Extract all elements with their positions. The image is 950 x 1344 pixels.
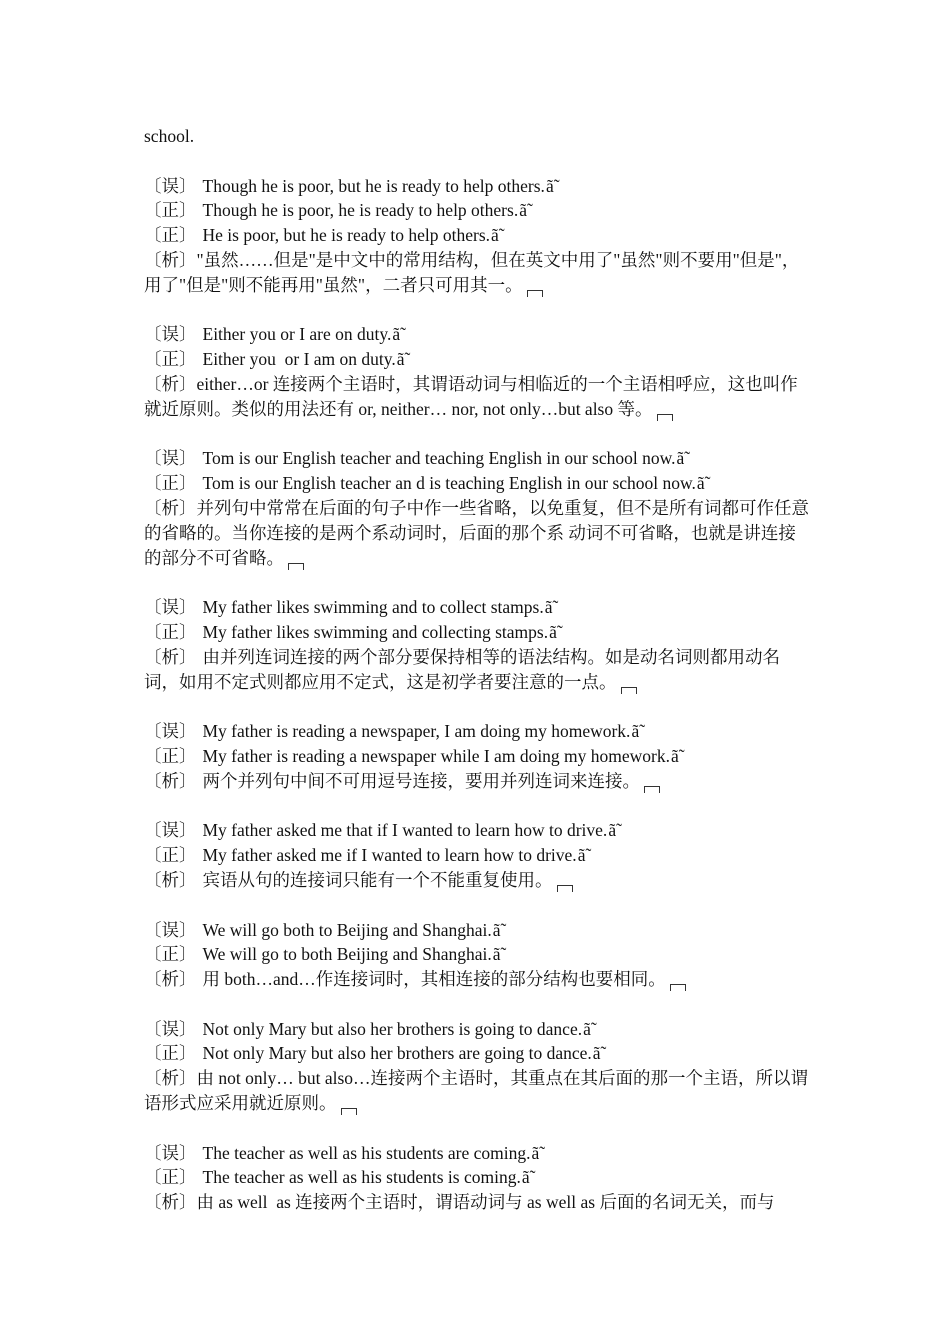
note-text: either…or 连接两个主语时，其谓语动词与相临近的一个主语相呼应，这也叫作就近原则。类似的用法还有 or, neither… nor, not only…but also 等。	[144, 373, 798, 419]
wrong-line	[144, 595, 809, 620]
note-paragraph	[144, 496, 809, 570]
wrong-label: 〔误〕	[144, 1018, 197, 1039]
entry	[144, 595, 809, 694]
right-line	[144, 942, 809, 967]
note-paragraph	[144, 1190, 809, 1215]
end-glyph: ã̃	[608, 820, 617, 841]
right-line	[144, 198, 809, 223]
note-label: 〔析〕	[144, 373, 197, 394]
right-sentence: My father is reading a newspaper while I am doing my homework.	[202, 745, 671, 766]
right-line	[144, 471, 809, 496]
right-line	[144, 620, 809, 645]
end-glyph: ã̃	[491, 225, 499, 246]
wrong-label: 〔误〕	[144, 820, 197, 841]
note-label: 〔析〕	[144, 770, 197, 791]
wrong-sentence: Not only Mary but also her brothers is going to dance.	[202, 1018, 583, 1039]
right-label: 〔正〕	[144, 200, 197, 221]
note-label: 〔析〕	[144, 1068, 197, 1089]
wrong-line	[144, 1141, 809, 1166]
end-glyph: ã̃	[696, 473, 705, 494]
wrong-label: 〔误〕	[144, 324, 197, 345]
note-paragraph	[144, 1066, 809, 1116]
wrong-line	[144, 174, 809, 199]
end-glyph: ã̃	[492, 919, 501, 940]
end-glyph: ã̃	[671, 745, 679, 766]
entry	[144, 818, 809, 892]
wrong-sentence: My father asked me that if I wanted to learn how to drive.	[202, 820, 608, 841]
note-paragraph	[144, 967, 809, 992]
wrong-sentence: Tom is our English teacher and teaching English in our school now.	[202, 448, 676, 469]
right-label: 〔正〕	[144, 473, 197, 494]
end-glyph: ã̃	[583, 1018, 591, 1039]
paragraph-mark-icon	[288, 563, 304, 570]
end-glyph: ã̃	[592, 1043, 601, 1064]
right-sentence: Tom is our English teacher an d is teaching English in our school now.	[202, 473, 696, 494]
note-text: 宾语从句的连接词只能有一个不能重复使用。	[202, 869, 553, 890]
lead-text: school.	[144, 126, 195, 146]
right-label: 〔正〕	[144, 745, 197, 766]
entry	[144, 719, 809, 793]
wrong-line	[144, 1017, 809, 1042]
paragraph-mark-icon	[341, 1108, 357, 1115]
note-label: 〔析〕	[144, 869, 197, 890]
right-line	[144, 347, 809, 372]
right-line	[144, 1041, 809, 1066]
right-sentence: Either you or I am on duty.	[202, 349, 396, 370]
wrong-line	[144, 818, 809, 843]
wrong-label: 〔误〕	[144, 175, 197, 196]
note-paragraph	[144, 769, 809, 794]
end-glyph: ã̃	[549, 621, 557, 642]
note-text: 两个并列句中间不可用逗号连接，要用并列连词来连接。	[202, 770, 640, 791]
note-label: 〔析〕	[144, 497, 197, 518]
right-label: 〔正〕	[144, 621, 197, 642]
end-glyph: ã̃	[531, 1142, 540, 1163]
note-label: 〔析〕	[144, 969, 197, 990]
document-page	[144, 124, 809, 1215]
wrong-label: 〔误〕	[144, 721, 197, 742]
note-paragraph	[144, 868, 809, 893]
wrong-label: 〔误〕	[144, 919, 197, 940]
right-sentence: The teacher as well as his students is coming.	[202, 1167, 521, 1188]
end-glyph: ã̃	[392, 324, 401, 345]
entry	[144, 918, 809, 992]
note-text: 用 both…and…作连接词时，其相连接的部分结构也要相同。	[202, 969, 666, 990]
right-sentence: My father asked me if I wanted to learn how to drive.	[202, 845, 577, 866]
wrong-label: 〔误〕	[144, 597, 197, 618]
paragraph-mark-icon	[557, 885, 573, 892]
right-sentence: My father likes swimming and collecting stamps.	[202, 621, 549, 642]
wrong-sentence: My father likes swimming and to collect stamps.	[202, 597, 544, 618]
right-sentence: He is poor, but he is ready to help others.	[202, 225, 491, 246]
note-paragraph	[144, 372, 809, 422]
paragraph-mark-icon	[621, 687, 637, 694]
end-glyph: ã̃	[521, 1167, 530, 1188]
wrong-line	[144, 446, 809, 471]
right-sentence: We will go to both Beijing and Shanghai.	[202, 944, 492, 965]
end-glyph: ã̃	[396, 349, 405, 370]
wrong-sentence: My father is reading a newspaper, I am doing my homework.	[202, 721, 631, 742]
right-sentence: Not only Mary but also her brothers are going to dance.	[202, 1043, 592, 1064]
right-label: 〔正〕	[144, 225, 197, 246]
note-label: 〔析〕	[144, 249, 197, 270]
wrong-sentence: Though he is poor, but he is ready to help others.	[202, 175, 545, 196]
note-label: 〔析〕	[144, 1192, 197, 1213]
right-label: 〔正〕	[144, 1043, 197, 1064]
note-text: 由 as well as 连接两个主语时，谓语动词与 as well as 后面的名词无关，而与	[196, 1192, 775, 1213]
right-line	[144, 223, 809, 248]
wrong-line	[144, 719, 809, 744]
note-label: 〔析〕	[144, 646, 197, 667]
entry	[144, 1141, 809, 1215]
entry	[144, 174, 809, 298]
paragraph-mark-icon	[670, 984, 686, 991]
paragraph-mark-icon	[527, 290, 543, 297]
wrong-line	[144, 322, 809, 347]
end-glyph: ã̃	[519, 200, 527, 221]
wrong-sentence: Either you or I are on duty.	[202, 324, 392, 345]
entry	[144, 322, 809, 421]
wrong-label: 〔误〕	[144, 1142, 197, 1163]
note-text: "虽然……但是"是中文中的常用结构，但在英文中用了"虽然"则不要用"但是"，用了"但是"则不能再用"虽然"，二者只可用其一。	[144, 249, 800, 295]
right-sentence: Though he is poor, he is ready to help others.	[202, 200, 519, 221]
note-text: 由并列连词连接的两个部分要保持相等的语法结构。如是动名词则都用动名词，如用不定式则都应用不定式，这是初学者要注意的一点。	[144, 646, 780, 692]
note-paragraph	[144, 645, 809, 695]
right-line	[144, 843, 809, 868]
note-text: 并列句中常常在后面的句子中作一些省略，以免重复，但不是所有词都可作任意的省略的。当你连接的是两个系动词时，后面的那个系 动词不可省略，也就是讲连接的部分不可省略。	[144, 497, 809, 568]
paragraph-mark-icon	[644, 786, 660, 793]
entry	[144, 446, 809, 570]
entry	[144, 1017, 809, 1116]
right-label: 〔正〕	[144, 349, 197, 370]
wrong-line	[144, 918, 809, 943]
right-label: 〔正〕	[144, 845, 197, 866]
right-line	[144, 744, 809, 769]
end-glyph: ã̃	[577, 845, 586, 866]
wrong-sentence: The teacher as well as his students are coming.	[202, 1142, 531, 1163]
right-label: 〔正〕	[144, 944, 197, 965]
end-glyph: ã̃	[676, 448, 685, 469]
end-glyph: ã̃	[544, 597, 553, 618]
right-label: 〔正〕	[144, 1167, 197, 1188]
wrong-label: 〔误〕	[144, 448, 197, 469]
end-glyph: ã̃	[545, 175, 554, 196]
paragraph-mark-icon	[657, 414, 673, 421]
wrong-sentence: We will go both to Beijing and Shanghai.	[202, 919, 492, 940]
end-glyph: ã̃	[492, 944, 501, 965]
note-text: 由 not only… but also…连接两个主语时，其重点在其后面的那一个主语，所以谓语形式应采用就近原则。	[144, 1068, 809, 1114]
end-glyph: ã̃	[631, 721, 640, 742]
note-paragraph	[144, 248, 809, 298]
right-line	[144, 1165, 809, 1190]
